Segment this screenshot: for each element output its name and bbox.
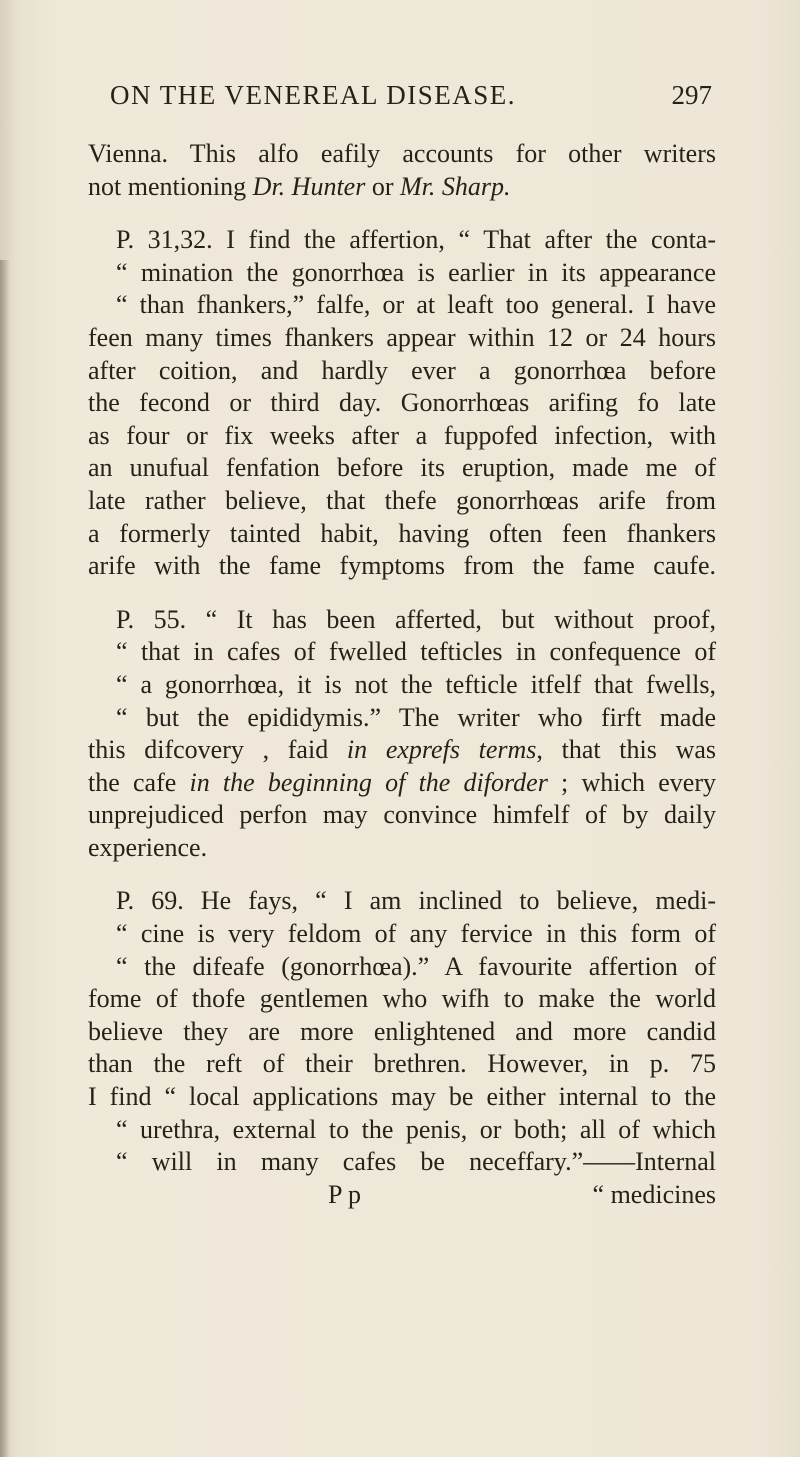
text-line: P. 55. “ It has been afferted, but without proof, bbox=[116, 604, 716, 634]
text-line: “ than fhankers,” falfe, or at leaft too general. I have bbox=[116, 290, 716, 320]
text-line-italic: not mentioning Dr. Hunter or Mr. Sharp. bbox=[88, 171, 511, 201]
text-line: “ mination the gonorrhœa is earlier in its appearance bbox=[116, 257, 716, 287]
text-line: late rather believe, that thefe gonorrhœas arife from bbox=[88, 485, 716, 515]
text-line: experience. bbox=[88, 832, 208, 862]
page-body bbox=[88, 138, 716, 1211]
text-line: “ urethra, external to the penis, or both; all of which bbox=[116, 1114, 716, 1144]
text-line: “ a gonorrhœa, it is not the tefticle itfelf that fwells, bbox=[116, 669, 716, 699]
text-line: a formerly tainted habit, having often feen fhankers bbox=[88, 518, 716, 548]
text-line bbox=[88, 171, 716, 204]
page-number: 297 bbox=[671, 80, 712, 110]
text-line: Vienna. This alfo eafily accounts for other writers bbox=[88, 139, 716, 168]
text-line: believe they are more enlightened and more candid bbox=[88, 1016, 716, 1046]
text-line: unprejudiced perfon may convince himfelf of by daily bbox=[88, 800, 716, 830]
text-line: as four or fix weeks after a fuppofed infection, with bbox=[88, 420, 716, 450]
text-line: “ but the epididymis.” The writer who firft made bbox=[116, 702, 716, 732]
signature-mark: P p bbox=[328, 1179, 361, 1209]
text-line: feen many times fhankers appear within 12 or 24 hours bbox=[88, 322, 716, 352]
text-line: the cafe in the beginning of the diforder ; which every bbox=[88, 767, 716, 797]
text-line: “ cine is very feldom of any fervice in this form of bbox=[116, 919, 716, 949]
page-header bbox=[110, 80, 710, 116]
text-line: arife with the fame fymptoms from the fame caufe. bbox=[88, 551, 716, 581]
page-footer bbox=[88, 1179, 716, 1212]
text-line: this difcovery , faid in exprefs terms, that this was bbox=[88, 735, 716, 765]
binding-shadow bbox=[0, 260, 10, 1457]
text-line: P. 69. He fays, “ I am inclined to believe, medi- bbox=[116, 886, 716, 916]
text-line: fome of thofe gentlemen who wifh to make the world bbox=[88, 984, 716, 1014]
text-line: I find “ local applications may be either internal to the bbox=[88, 1082, 716, 1112]
catchword: “ medicines bbox=[592, 1179, 716, 1209]
text-line: after coition, and hardly ever a gonorrhœa before bbox=[88, 355, 716, 385]
text-line: “ that in cafes of fwelled tefticles in confequence of bbox=[116, 637, 716, 667]
text-line: an unufual fenfation before its eruption, made me of bbox=[88, 453, 716, 483]
text-line: “ will in many cafes be neceffary.”——Internal bbox=[116, 1147, 716, 1177]
text-line: “ the difeafe (gonorrhœa).” A favourite affertion of bbox=[116, 951, 716, 981]
text-line: the fecond or third day. Gonorrhœas arifing fo late bbox=[88, 388, 716, 418]
running-head: ON THE VENEREAL DISEASE. bbox=[110, 80, 516, 110]
text-line: than the reft of their brethren. However, in p. 75 bbox=[88, 1049, 716, 1079]
text-line: P. 31,32. I find the affertion, “ That after the conta- bbox=[116, 225, 716, 255]
